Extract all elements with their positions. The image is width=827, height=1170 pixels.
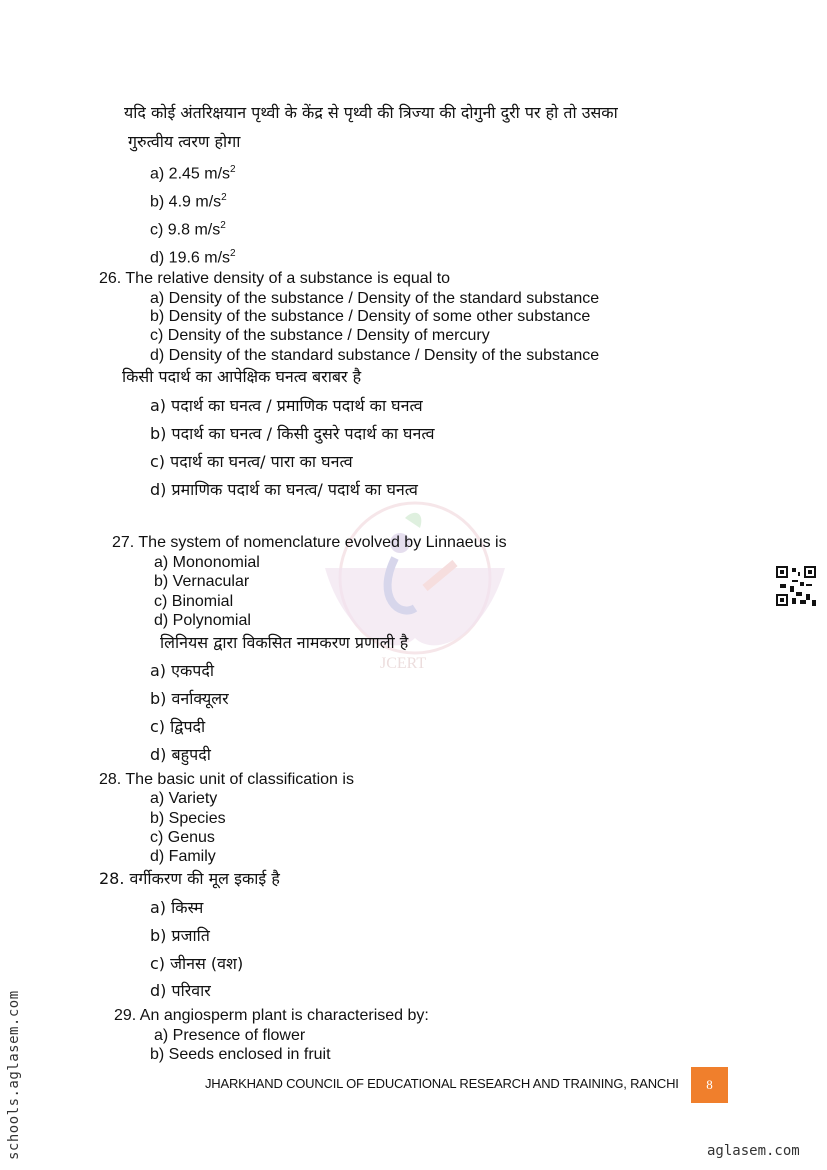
q28-hi-option-c: c) जीनस (वश) [150, 954, 244, 973]
q26-option-d: d) Density of the standard substance / Density of the substance [150, 347, 600, 364]
q28-option-b: b) Species [150, 810, 226, 827]
q25-hi-stem-line2: गुरुत्वीय त्वरण होगा [128, 132, 241, 151]
q27-option-b: b) Vernacular [154, 573, 250, 590]
q27-hi-option-b: b) वर्नाक्यूलर [150, 689, 229, 708]
qr-code-icon [776, 566, 816, 606]
q26-hi-option-b: b) पदार्थ का घनत्व / किसी दुसरे पदार्थ का घनत्व [150, 424, 435, 443]
q26-option-b: b) Density of the substance / Density of some other substance [150, 308, 591, 325]
q26-option-a: a) Density of the substance / Density of the standard substance [150, 290, 600, 307]
page-number-badge [691, 1067, 728, 1103]
q29-option-b: b) Seeds enclosed in fruit [150, 1046, 331, 1063]
q25-hi-stem-line1: यदि कोई अंतरिक्षयान पृथ्वी के केंद्र से पृथ्वी की त्रिज्या की दोगुनी दुरी पर हो तो उसका [124, 103, 618, 122]
q27-option-c: c) Binomial [154, 593, 234, 610]
bottom-watermark-url: aglasem.com [707, 1143, 800, 1159]
q26-hi-stem: किसी पदार्थ का आपेक्षिक घनत्व बराबर है [122, 367, 362, 386]
q26-hi-option-d: d) प्रमाणिक पदार्थ का घनत्व/ पदार्थ का घनत्व [150, 480, 418, 499]
q25-option-b: b) 4.9 $m/s^2$ [150, 192, 227, 211]
q27-hi-option-a: a) एकपदी [150, 661, 214, 680]
q27-option-d: d) Polynomial [154, 612, 251, 629]
q28-stem: 28. The basic unit of classification is [99, 771, 354, 788]
watermark-text: JCERT [380, 655, 427, 672]
q26-option-c: c) Density of the substance / Density of mercury [150, 327, 490, 344]
q27-hi-option-d: d) बहुपदी [150, 745, 211, 764]
q27-stem: 27. The system of nomenclature evolved by Linnaeus is [112, 534, 507, 551]
q25-option-a: a) 2.45 $m/s^2$ [150, 164, 236, 183]
q27-hi-option-c: c) द्विपदी [150, 717, 206, 736]
q28-hi-option-d: d) परिवार [150, 981, 211, 1000]
q27-option-a: a) Mononomial [154, 554, 260, 571]
q27-hi-stem: लिनियस द्वारा विकसित नामकरण प्रणाली है [160, 633, 409, 652]
q28-option-c: c) Genus [150, 829, 215, 846]
q26-stem: 26. The relative density of a substance is equal to [99, 270, 451, 287]
q26-hi-option-a: a) पदार्थ का घनत्व / प्रमाणिक पदार्थ का घनत्व [150, 396, 423, 415]
side-watermark-url: schools.aglasem.com [6, 990, 22, 1160]
page-number: 8 [706, 1077, 713, 1092]
q29-option-a: a) Presence of flower [154, 1027, 306, 1044]
q29-stem: 29. An angiosperm plant is characterised by: [114, 1007, 429, 1024]
q28-hi-option-b: b) प्रजाति [150, 926, 210, 945]
footer-institution: JHARKHAND COUNCIL OF EDUCATIONAL RESEARCH AND TRAINING, RANCHI [205, 1076, 679, 1091]
q28-hi-option-a: a) किस्म [150, 898, 204, 917]
q26-hi-option-c: c) पदार्थ का घनत्व/ पारा का घनत्व [150, 452, 353, 471]
q28-option-d: d) Family [150, 848, 216, 865]
q28-option-a: a) Variety [150, 790, 218, 807]
q25-option-c: c) 9.8 $m/s^2$ [150, 220, 226, 239]
q25-option-d: d) 19.6 $m/s^2$ [150, 248, 236, 267]
q28-hi-stem: 28. वर्गीकरण की मूल इकाई है [99, 869, 280, 888]
